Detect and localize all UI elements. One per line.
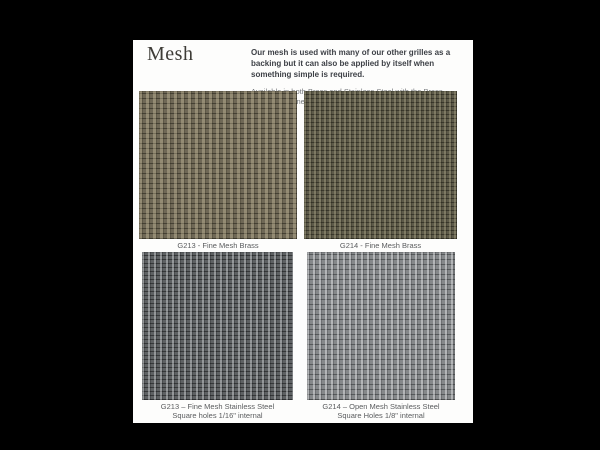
caption-line-2: Square Holes 1/8" internal [337, 411, 425, 421]
caption-line: G213 – Fine Mesh Stainless Steel [160, 402, 275, 411]
caption-line: G214 – Open Mesh Stainless Steel [322, 402, 440, 411]
swatch-caption-g213-stainless [142, 402, 293, 421]
swatch-figure-g213-brass [139, 91, 297, 250]
intro-lead-text: Our mesh is used with many of our other grilles as a backing but it can also be applied by itself when something simple is required. [251, 48, 451, 80]
swatch-image-g213-stainless [142, 252, 293, 400]
caption-line: G214 - Fine Mesh Brass [339, 241, 422, 250]
swatch-image-g214-brass [304, 91, 457, 239]
catalog-page [133, 40, 473, 423]
intro-availability-text: both nine [290, 86, 306, 107]
swatch-figure-g214-brass [304, 91, 457, 250]
swatch-figure-g213-stainless [142, 252, 293, 421]
caption-line: G213 - Fine Mesh Brass [177, 241, 259, 250]
swatch-image-g214-stainless [307, 252, 455, 400]
swatch-image-g213-brass [139, 91, 297, 239]
swatch-caption-g213-brass [139, 241, 297, 250]
swatch-caption-g214-stainless [307, 402, 455, 421]
swatch-figure-g214-stainless [307, 252, 455, 421]
caption-line-2: Square holes 1/16" internal [172, 411, 263, 421]
page-title: Mesh [147, 43, 194, 65]
swatch-caption-g214-brass [304, 241, 457, 250]
